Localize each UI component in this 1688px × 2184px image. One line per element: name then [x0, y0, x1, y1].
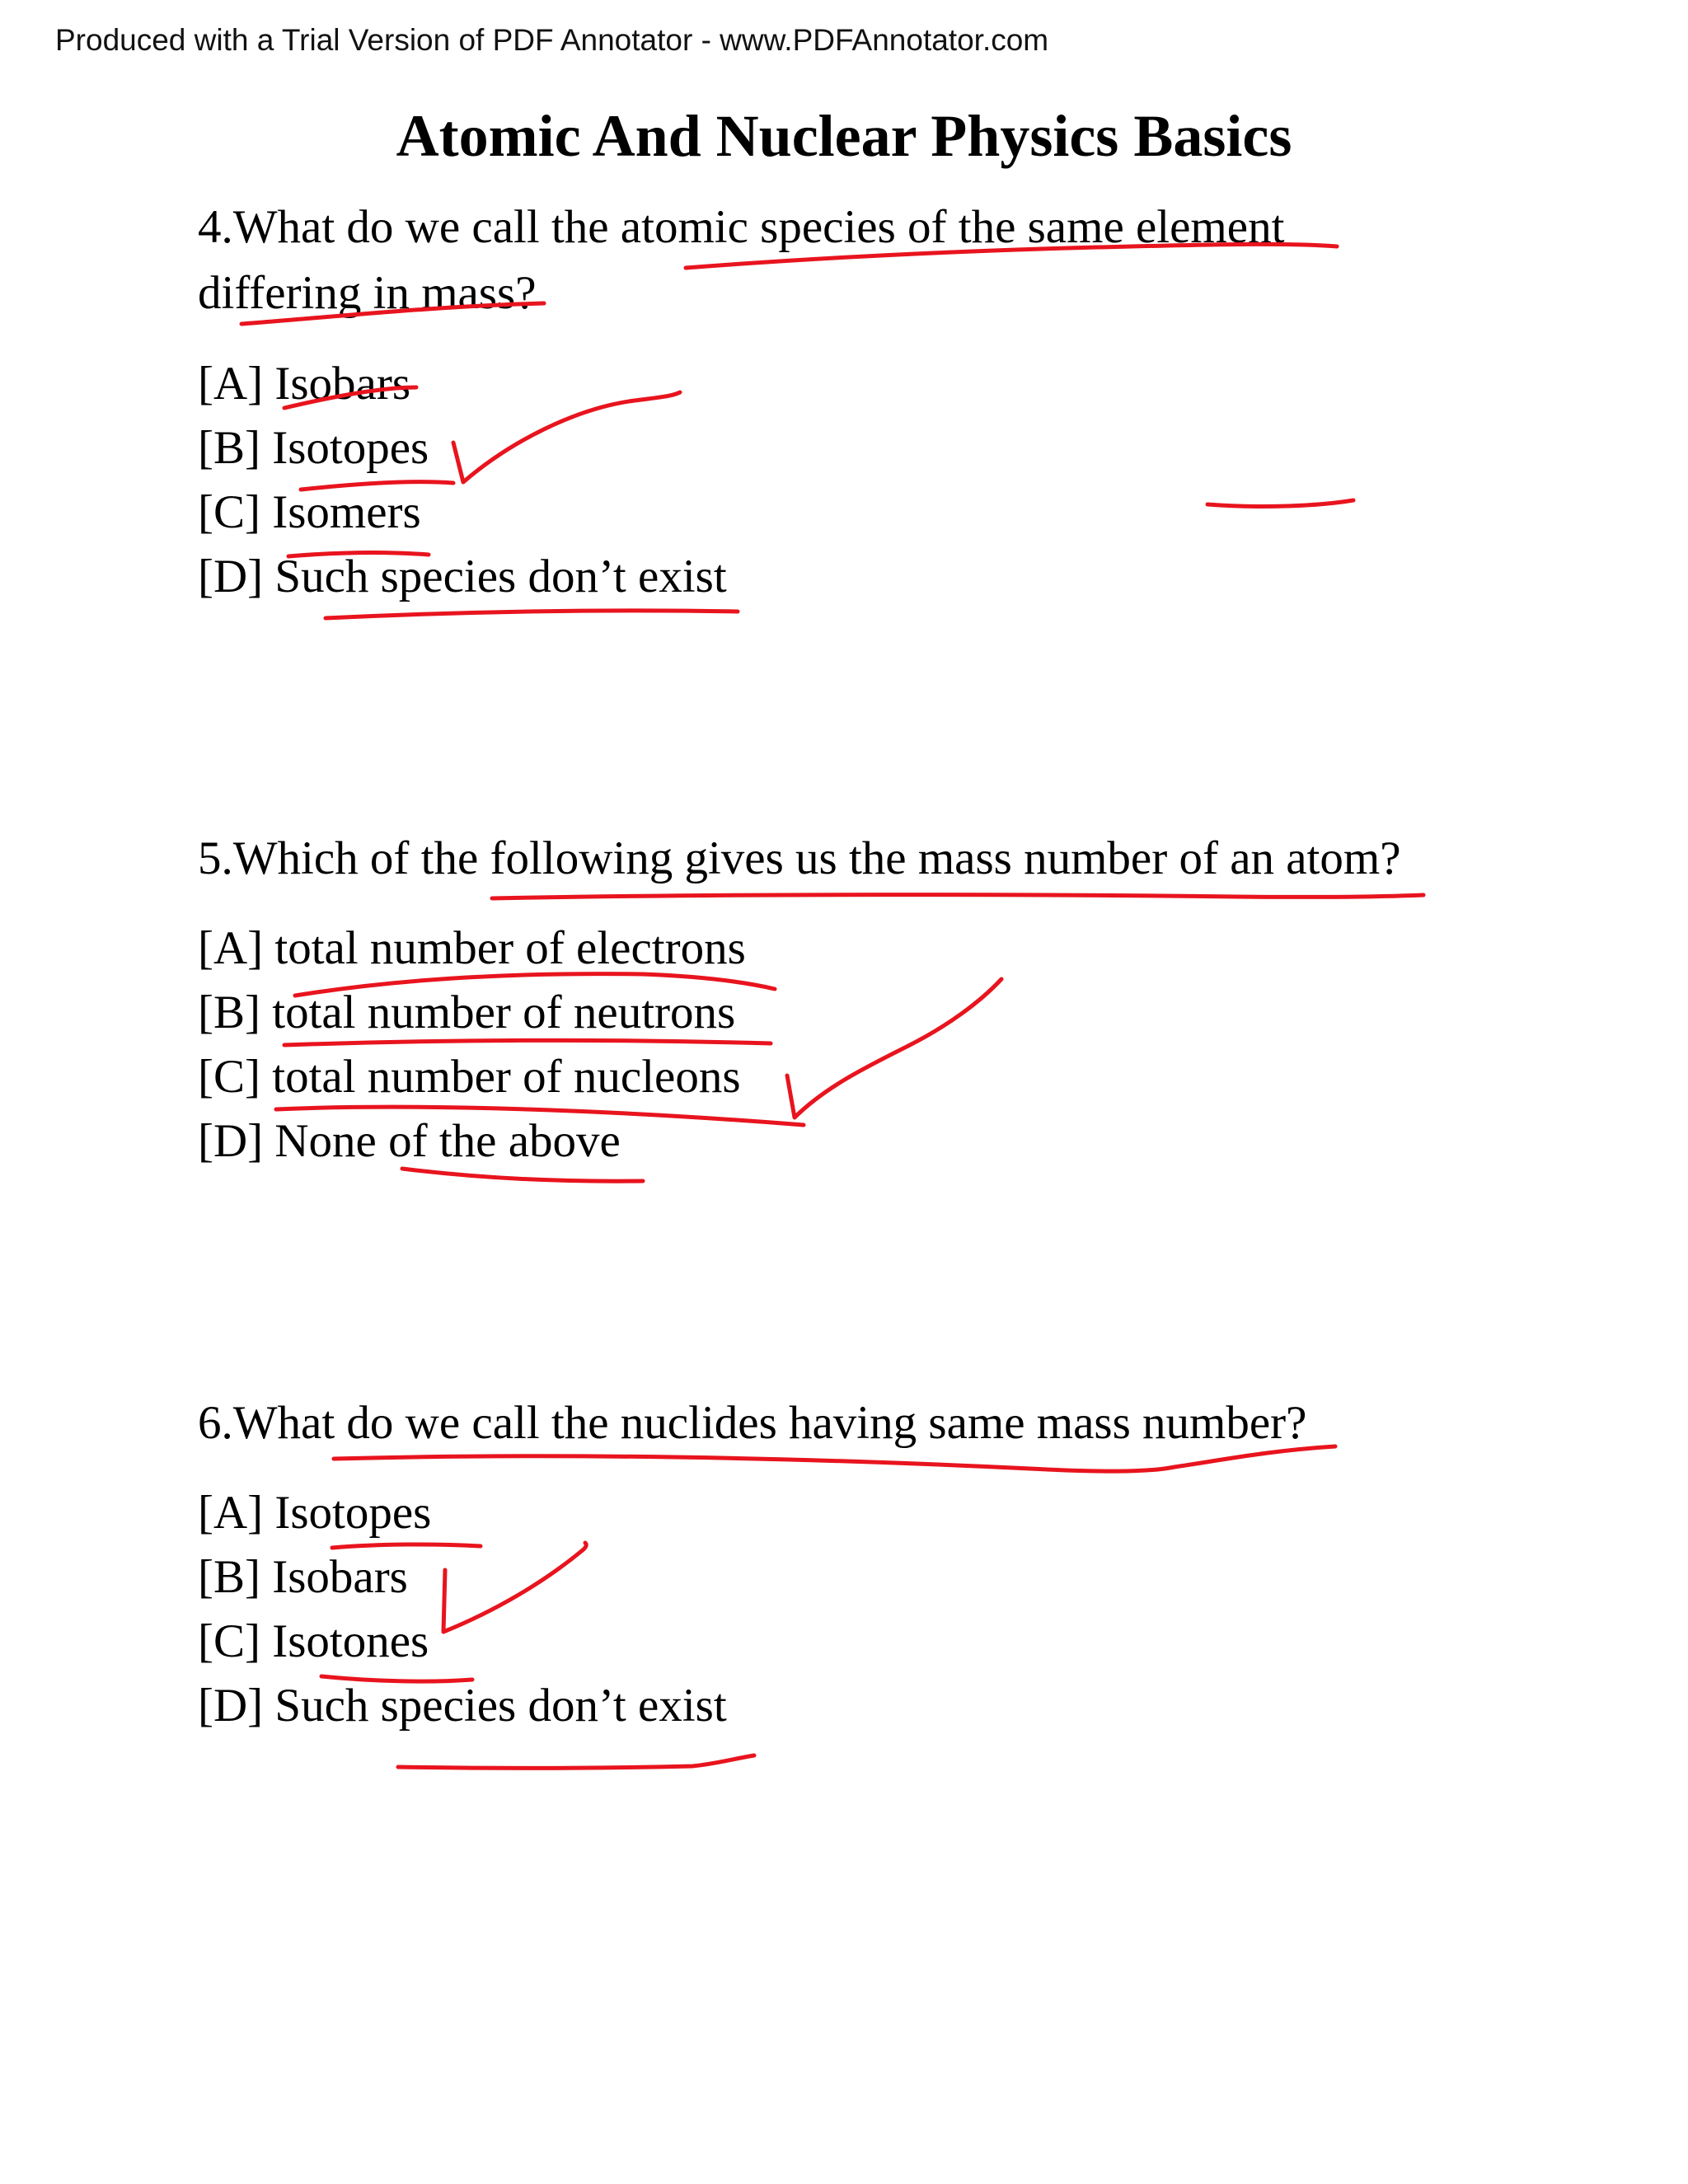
check-mark-q5-option-c — [787, 979, 1001, 1118]
question-4-text-line-1: 4.What do we call the atomic species of the same element — [198, 201, 1285, 253]
check-mark-q4-option-b — [453, 392, 680, 482]
question-6-option-d: [D] Such species don’t exist — [198, 1680, 727, 1732]
question-4-option-b: [B] Isotopes — [198, 422, 429, 474]
question-5-option-c: [C] total number of nucleons — [198, 1051, 741, 1103]
question-6-option-b: [B] Isobars — [198, 1551, 408, 1603]
underline-q6-option-d — [398, 1755, 754, 1768]
question-6-option-a: [A] Isotopes — [198, 1487, 432, 1539]
question-4-text-line-2: differing in mass? — [198, 267, 537, 319]
watermark-text: Produced with a Trial Version of PDF Annotator - www.PDFAnnotator.com — [55, 23, 1049, 57]
page-title: Atomic And Nuclear Physics Basics — [396, 103, 1292, 169]
question-6-text: 6.What do we call the nuclides having same mass number? — [198, 1397, 1307, 1449]
underline-q5-question — [492, 895, 1423, 898]
question-4-option-c: [C] Isomers — [198, 486, 421, 538]
underline-q4-option-d — [326, 611, 738, 618]
question-4-option-a: [A] Isobars — [198, 358, 411, 410]
question-6-option-c: [C] Isotones — [198, 1615, 429, 1667]
question-5-text: 5.Which of the following gives us the mass number of an atom? — [198, 832, 1401, 884]
question-5-option-a: [A] total number of electrons — [198, 922, 746, 974]
question-5-option-d: [D] None of the above — [198, 1115, 621, 1167]
question-5-option-b: [B] total number of neutrons — [198, 987, 736, 1038]
question-4-option-d: [D] Such species don’t exist — [198, 551, 727, 602]
stray-mark-q4 — [1207, 500, 1353, 506]
check-mark-q6-option-b — [443, 1543, 586, 1632]
